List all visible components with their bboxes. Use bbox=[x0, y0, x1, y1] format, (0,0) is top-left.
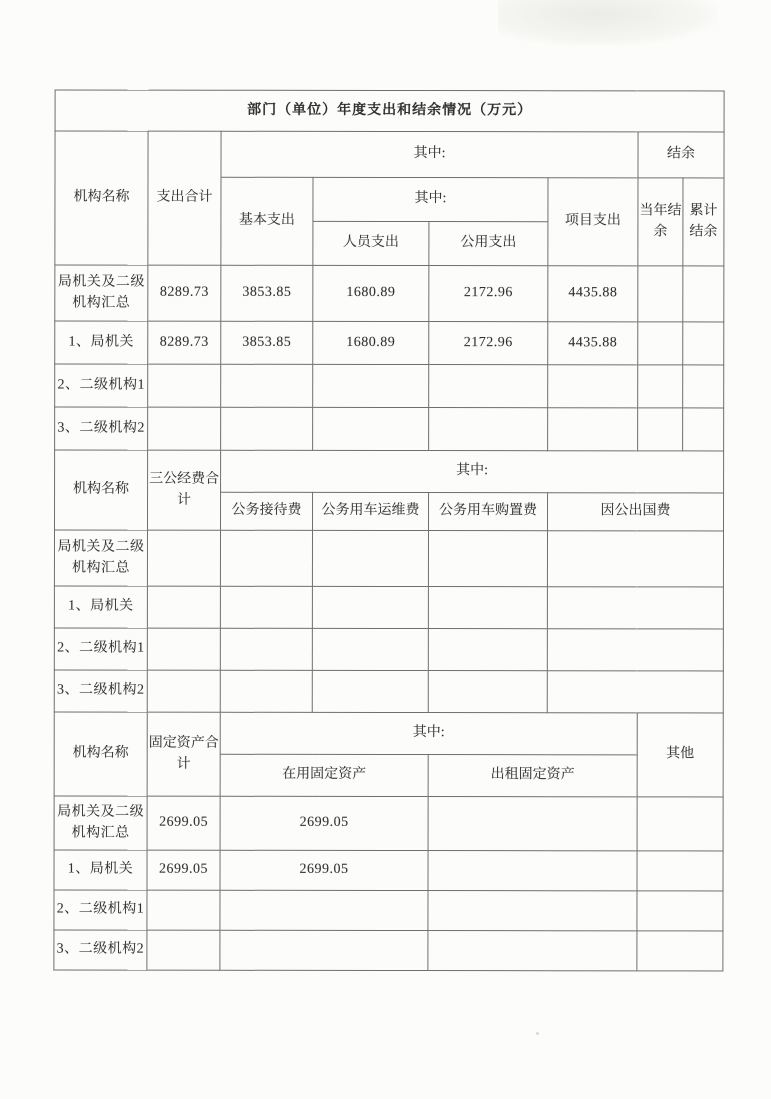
header-accumulated-balance: 累计结余 bbox=[683, 178, 724, 266]
header-expenditure-total: 支出合计 bbox=[148, 131, 221, 265]
cell-accumulated-balance bbox=[683, 266, 724, 322]
cell-public-expenditure bbox=[429, 365, 548, 408]
cell-vehicle-operation bbox=[312, 628, 428, 670]
cell-vehicle-purchase bbox=[428, 671, 547, 713]
row-label: 3、二级机构2 bbox=[54, 670, 147, 712]
cell-current-balance bbox=[638, 322, 683, 365]
header-assets-in-use: 在用固定资产 bbox=[220, 754, 428, 796]
cell-three-public-total bbox=[147, 670, 220, 712]
header-among-3: 其中: bbox=[221, 450, 724, 493]
cell-overseas-trips bbox=[547, 587, 723, 629]
fixed-assets-row-bureau bbox=[54, 850, 723, 891]
cell-current-balance bbox=[638, 408, 683, 451]
header-among-4: 其中: bbox=[220, 712, 637, 755]
page-title: 部门（单位）年度支出和结余情况（万元） bbox=[55, 90, 724, 132]
scan-artifact-speck bbox=[536, 1032, 539, 1035]
three-public-header-row-1 bbox=[55, 450, 724, 493]
row-label: 1、局机关 bbox=[54, 850, 147, 890]
header-three-public-total: 三公经费合计 bbox=[148, 450, 221, 530]
cell-official-reception bbox=[220, 586, 312, 628]
cell-three-public-total bbox=[147, 628, 220, 670]
cell-assets-in-use bbox=[220, 930, 428, 970]
cell-assets-rented-out bbox=[428, 797, 637, 851]
cell-personnel-expenditure: 1680.89 bbox=[313, 321, 429, 364]
cell-public-expenditure bbox=[429, 408, 548, 451]
cell-fixed-assets-total: 2699.05 bbox=[147, 850, 220, 890]
expenditure-row-summary bbox=[55, 265, 724, 322]
scan-artifact-smudge bbox=[498, 0, 718, 46]
cell-project-expenditure bbox=[548, 365, 638, 408]
cell-three-public-total bbox=[147, 530, 220, 586]
header-vehicle-operation: 公务用车运维费 bbox=[313, 492, 429, 530]
row-label: 3、二级机构2 bbox=[55, 407, 148, 450]
header-other: 其他 bbox=[637, 713, 723, 797]
header-among-1: 其中: bbox=[221, 131, 638, 178]
row-label: 1、局机关 bbox=[54, 586, 147, 628]
cell-public-expenditure: 2172.96 bbox=[429, 266, 548, 322]
cell-project-expenditure: 4435.88 bbox=[548, 322, 638, 365]
cell-three-public-total bbox=[147, 586, 220, 628]
row-label: 2、二级机构1 bbox=[54, 890, 147, 930]
expenditure-row-bureau bbox=[55, 321, 724, 365]
budget-table bbox=[53, 90, 724, 972]
cell-accumulated-balance bbox=[683, 322, 724, 365]
cell-official-reception bbox=[220, 670, 312, 712]
cell-project-expenditure bbox=[548, 408, 638, 451]
cell-personnel-expenditure bbox=[313, 364, 429, 407]
three-public-row-secondary-1 bbox=[54, 628, 723, 671]
cell-assets-rented-out bbox=[428, 891, 637, 931]
three-public-row-bureau bbox=[54, 586, 723, 629]
row-label: 3、二级机构2 bbox=[54, 930, 147, 970]
three-public-row-secondary-2 bbox=[54, 670, 723, 713]
cell-fixed-assets-total: 2699.05 bbox=[147, 796, 220, 850]
cell-vehicle-operation bbox=[312, 586, 428, 628]
cell-assets-in-use bbox=[220, 890, 428, 930]
cell-other bbox=[637, 797, 723, 851]
cell-other bbox=[637, 891, 723, 931]
cell-other bbox=[637, 851, 723, 891]
cell-current-balance bbox=[638, 365, 683, 408]
cell-assets-rented-out bbox=[428, 931, 637, 971]
header-org-name: 机构名称 bbox=[55, 131, 148, 265]
cell-basic-expenditure bbox=[221, 364, 313, 407]
row-label: 局机关及二级机构汇总 bbox=[55, 265, 148, 321]
cell-assets-in-use: 2699.05 bbox=[220, 796, 428, 850]
header-project-expenditure: 项目支出 bbox=[548, 178, 638, 266]
cell-basic-expenditure bbox=[221, 407, 313, 450]
header-vehicle-purchase: 公务用车购置费 bbox=[428, 493, 547, 531]
cell-official-reception bbox=[220, 530, 312, 586]
cell-expenditure-total bbox=[148, 364, 221, 407]
header-public-expenditure: 公用支出 bbox=[429, 222, 548, 266]
header-org-name: 机构名称 bbox=[55, 450, 148, 530]
row-label: 1、局机关 bbox=[55, 321, 148, 364]
cell-vehicle-purchase bbox=[428, 587, 547, 629]
cell-expenditure-total bbox=[148, 407, 221, 450]
header-basic-expenditure: 基本支出 bbox=[221, 177, 313, 265]
header-balance: 结余 bbox=[638, 132, 724, 178]
fixed-assets-row-secondary-1 bbox=[54, 890, 723, 931]
cell-fixed-assets-total bbox=[147, 890, 220, 930]
three-public-row-summary bbox=[54, 530, 723, 587]
header-assets-rented-out: 出租固定资产 bbox=[428, 755, 637, 797]
header-overseas-trips: 因公出国费 bbox=[547, 493, 723, 531]
cell-expenditure-total: 8289.73 bbox=[148, 321, 221, 364]
fixed-assets-row-summary bbox=[54, 796, 723, 851]
row-label: 2、二级机构1 bbox=[54, 628, 147, 670]
cell-personnel-expenditure: 1680.89 bbox=[313, 265, 429, 321]
cell-vehicle-purchase bbox=[428, 629, 547, 671]
cell-overseas-trips bbox=[547, 671, 723, 713]
cell-accumulated-balance bbox=[683, 365, 724, 408]
expenditure-row-secondary-1 bbox=[55, 364, 724, 408]
cell-public-expenditure: 2172.96 bbox=[429, 322, 548, 365]
cell-basic-expenditure: 3853.85 bbox=[221, 321, 313, 364]
header-fixed-assets-total: 固定资产合计 bbox=[147, 712, 220, 796]
expenditure-row-secondary-2 bbox=[55, 407, 724, 451]
cell-expenditure-total: 8289.73 bbox=[148, 265, 221, 321]
fixed-assets-row-secondary-2 bbox=[54, 930, 723, 971]
expenditure-header-row-1 bbox=[55, 131, 724, 178]
cell-current-balance bbox=[638, 266, 683, 322]
cell-assets-rented-out bbox=[428, 851, 637, 891]
row-label: 局机关及二级机构汇总 bbox=[54, 530, 147, 586]
fixed-assets-header-row-1 bbox=[54, 712, 723, 755]
header-org-name: 机构名称 bbox=[54, 712, 147, 796]
cell-personnel-expenditure bbox=[313, 407, 429, 450]
row-label: 2、二级机构1 bbox=[55, 364, 148, 407]
cell-basic-expenditure: 3853.85 bbox=[221, 265, 313, 321]
cell-assets-in-use: 2699.05 bbox=[220, 850, 428, 890]
cell-vehicle-operation bbox=[312, 670, 428, 712]
cell-official-reception bbox=[220, 628, 312, 670]
cell-vehicle-operation bbox=[312, 530, 428, 586]
header-official-reception: 公务接待费 bbox=[221, 492, 313, 530]
header-personnel-expenditure: 人员支出 bbox=[313, 221, 429, 265]
row-label: 局机关及二级机构汇总 bbox=[54, 796, 147, 850]
cell-accumulated-balance bbox=[683, 408, 724, 451]
cell-overseas-trips bbox=[547, 531, 723, 587]
cell-overseas-trips bbox=[547, 629, 723, 671]
header-among-2: 其中: bbox=[313, 177, 548, 221]
header-current-balance: 当年结余 bbox=[638, 178, 683, 266]
cell-fixed-assets-total bbox=[147, 930, 220, 970]
cell-vehicle-purchase bbox=[428, 531, 547, 587]
cell-other bbox=[637, 931, 723, 971]
cell-project-expenditure: 4435.88 bbox=[548, 266, 638, 322]
table-title-row bbox=[55, 90, 724, 132]
